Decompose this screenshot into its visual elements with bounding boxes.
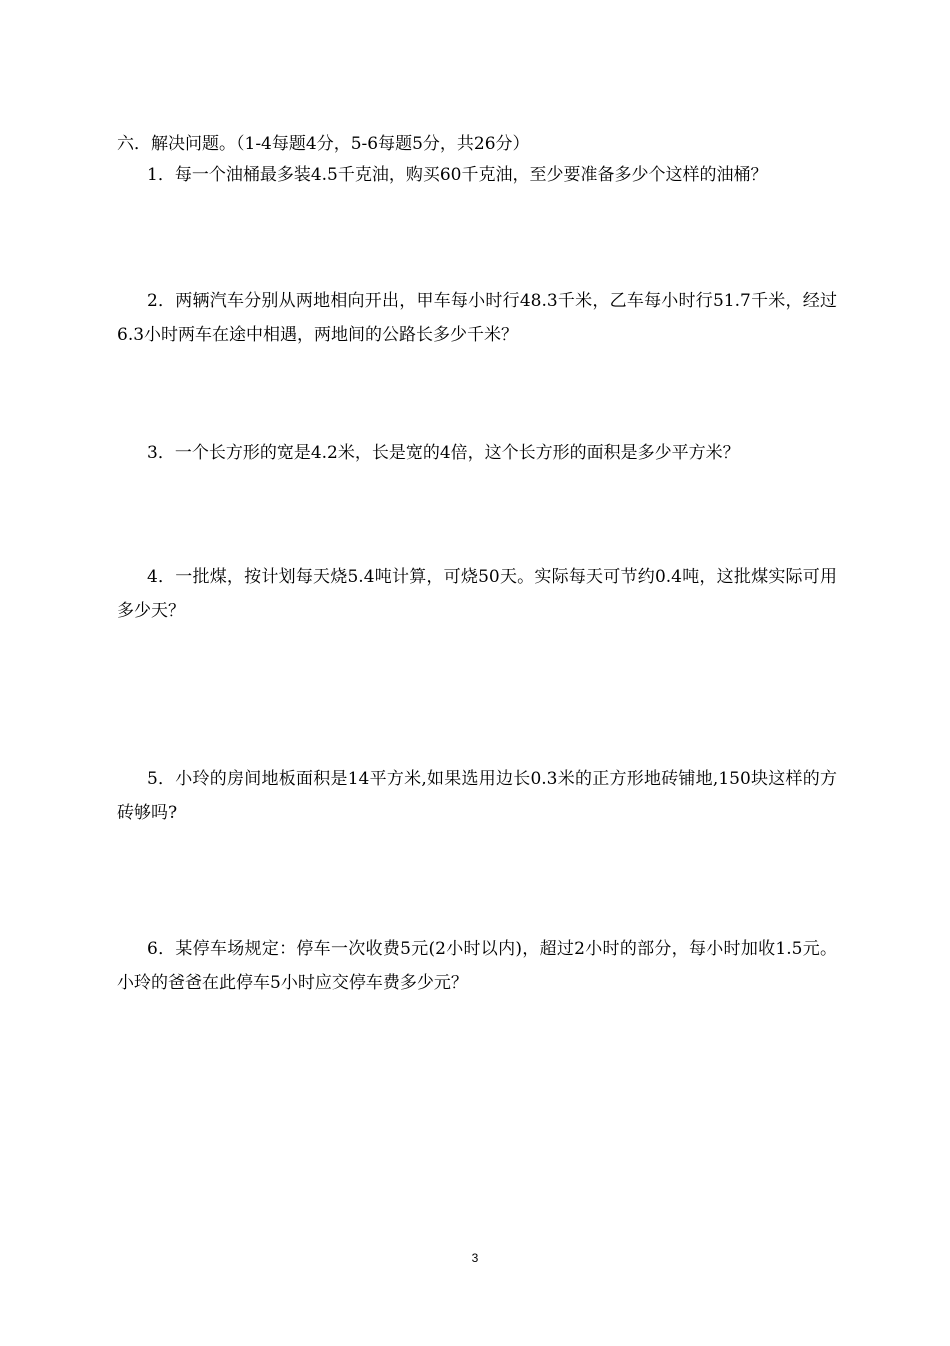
page-number: 3 (471, 1251, 479, 1265)
question-2: 2．两辆汽车分别从两地相向开出，甲车每小时行48.3千米，乙车每小时行51.7千米，经过6.3小时两车在途中相遇，两地间的公路长多少千米？ (117, 291, 837, 345)
question-1: 1．每一个油桶最多装4.5千克油，购买60千克油，至少要准备多少个这样的油桶？ (147, 165, 768, 185)
section-title: 六．解决问题。（1-4每题4分，5-6每题5分，共26分） (117, 134, 530, 154)
question-3: 3．一个长方形的宽是4.2米，长是宽的4倍，这个长方形的面积是多少平方米？ (147, 443, 740, 463)
question-5: 5．小玲的房间地板面积是14平方米,如果选用边长0.3米的正方形地砖铺地,150块这样的方砖够吗? (117, 769, 837, 823)
question-4: 4．一批煤，按计划每天烧5.4吨计算，可烧50天。实际每天可节约0.4吨，这批煤实际可用多少天？ (117, 567, 837, 621)
question-6: 6．某停车场规定：停车一次收费5元(2小时以内)，超过2小时的部分，每小时加收1.5元。小玲的爸爸在此停车5小时应交停车费多少元？ (117, 939, 837, 993)
